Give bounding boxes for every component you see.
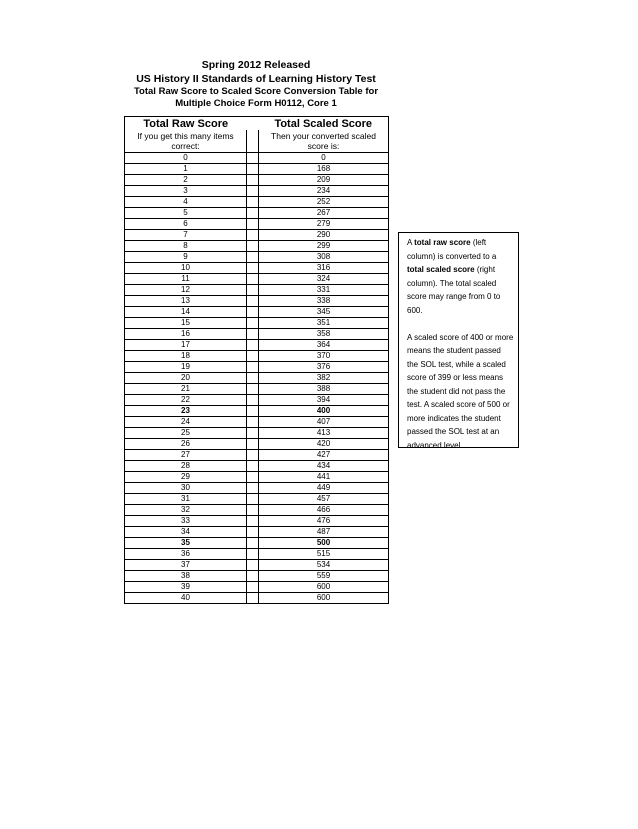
scaled-score-cell: 234 — [259, 186, 389, 197]
raw-score-cell: 3 — [125, 186, 247, 197]
raw-score-cell: 17 — [125, 340, 247, 351]
scaled-score-cell: 364 — [259, 340, 389, 351]
raw-score-cell: 23 — [125, 406, 247, 417]
table-row — [125, 439, 389, 450]
raw-score-cell: 28 — [125, 461, 247, 472]
table-row — [125, 362, 389, 373]
scaled-score-header: Total Scaled Score — [274, 117, 373, 130]
raw-score-cell: 38 — [125, 571, 247, 582]
scaled-score-cell: 358 — [259, 329, 389, 340]
raw-score-subheader: If you get this many items correct: — [137, 131, 234, 151]
scaled-score-cell: 559 — [259, 571, 389, 582]
scaled-score-cell: 331 — [259, 285, 389, 296]
raw-score-cell: 22 — [125, 395, 247, 406]
scaled-score-cell: 457 — [259, 494, 389, 505]
raw-score-cell: 1 — [125, 164, 247, 175]
header-table-title: Total Raw Score to Scaled Score Conversion Table for — [133, 86, 379, 97]
table-row — [125, 351, 389, 362]
table-row — [125, 516, 389, 527]
scaled-score-cell: 370 — [259, 351, 389, 362]
raw-score-cell: 11 — [125, 274, 247, 285]
table-row — [125, 197, 389, 208]
scaled-score-cell: 382 — [259, 373, 389, 384]
raw-score-cell: 33 — [125, 516, 247, 527]
table-row — [125, 472, 389, 483]
table-row — [125, 527, 389, 538]
scaled-score-cell: 420 — [259, 439, 389, 450]
raw-score-cell: 35 — [125, 538, 247, 549]
scaled-score-cell: 316 — [259, 263, 389, 274]
table-row — [125, 549, 389, 560]
conversion-table — [124, 116, 389, 604]
raw-score-cell: 14 — [125, 307, 247, 318]
scaled-score-cell: 252 — [259, 197, 389, 208]
table-row — [125, 483, 389, 494]
table-row — [125, 219, 389, 230]
document-header — [124, 58, 388, 110]
scaled-score-cell: 0 — [259, 153, 389, 164]
raw-score-cell: 0 — [125, 153, 247, 164]
scaled-score-cell: 351 — [259, 318, 389, 329]
raw-score-header: Total Raw Score — [143, 117, 229, 130]
scaled-score-cell: 209 — [259, 175, 389, 186]
table-row — [125, 186, 389, 197]
scaled-score-cell: 168 — [259, 164, 389, 175]
table-row — [125, 285, 389, 296]
table-row — [125, 329, 389, 340]
raw-score-cell: 6 — [125, 219, 247, 230]
table-row — [125, 428, 389, 439]
explanation-note — [398, 232, 519, 448]
raw-score-cell: 37 — [125, 560, 247, 571]
scaled-score-subheader: Then your converted scaled score is: — [271, 131, 376, 151]
raw-score-cell: 13 — [125, 296, 247, 307]
scaled-score-cell: 500 — [259, 538, 389, 549]
table-row — [125, 164, 389, 175]
scaled-score-cell: 449 — [259, 483, 389, 494]
raw-score-cell: 30 — [125, 483, 247, 494]
scaled-score-cell: 427 — [259, 450, 389, 461]
raw-score-cell: 20 — [125, 373, 247, 384]
header-test-name: US History II Standards of Learning History Test — [136, 73, 376, 85]
raw-score-cell: 2 — [125, 175, 247, 186]
table-row — [125, 241, 389, 252]
raw-score-cell: 24 — [125, 417, 247, 428]
table-row — [125, 230, 389, 241]
raw-score-cell: 18 — [125, 351, 247, 362]
scaled-score-cell: 600 — [259, 582, 389, 593]
raw-score-cell: 40 — [125, 593, 247, 604]
table-row — [125, 153, 389, 164]
scaled-score-cell: 345 — [259, 307, 389, 318]
scaled-score-cell: 308 — [259, 252, 389, 263]
raw-score-cell: 25 — [125, 428, 247, 439]
scaled-score-cell: 388 — [259, 384, 389, 395]
table-row — [125, 582, 389, 593]
raw-score-cell: 31 — [125, 494, 247, 505]
note-paragraph-1: A total raw score (left column) is converted to a total scaled score (right column). The total scaled score may range from 0 to 600. — [407, 238, 501, 315]
scaled-score-cell: 487 — [259, 527, 389, 538]
scaled-score-cell: 441 — [259, 472, 389, 483]
scaled-score-cell: 290 — [259, 230, 389, 241]
table-row — [125, 560, 389, 571]
scaled-score-cell: 434 — [259, 461, 389, 472]
table-row — [125, 307, 389, 318]
header-release: Spring 2012 Released — [201, 59, 311, 71]
table-row — [125, 406, 389, 417]
table-row — [125, 252, 389, 263]
scaled-score-cell: 338 — [259, 296, 389, 307]
raw-score-cell: 29 — [125, 472, 247, 483]
raw-score-cell: 7 — [125, 230, 247, 241]
raw-score-cell: 15 — [125, 318, 247, 329]
scaled-score-cell: 466 — [259, 505, 389, 516]
raw-score-cell: 4 — [125, 197, 247, 208]
table-row — [125, 340, 389, 351]
raw-score-cell: 10 — [125, 263, 247, 274]
conversion-rows — [125, 153, 389, 604]
scaled-score-cell: 476 — [259, 516, 389, 527]
table-row — [125, 318, 389, 329]
raw-score-cell: 26 — [125, 439, 247, 450]
table-row — [125, 538, 389, 549]
scaled-score-cell: 407 — [259, 417, 389, 428]
table-row — [125, 296, 389, 307]
note-paragraph-2: A scaled score of 400 or more means the student passed the SOL test, while a scaled score of 399 or less means the student did not pass the test. A scaled score of 500 or more indicates the student passed the SOL test at an advanced level. — [407, 332, 514, 450]
table-row — [125, 505, 389, 516]
raw-score-cell: 16 — [125, 329, 247, 340]
table-row — [125, 274, 389, 285]
table-row — [125, 384, 389, 395]
scaled-score-cell: 413 — [259, 428, 389, 439]
header-form-name: Multiple Choice Form H0112, Core 1 — [175, 98, 337, 109]
table-row — [125, 571, 389, 582]
raw-score-cell: 32 — [125, 505, 247, 516]
scaled-score-cell: 279 — [259, 219, 389, 230]
scaled-score-cell: 400 — [259, 406, 389, 417]
table-row — [125, 461, 389, 472]
scaled-score-cell: 324 — [259, 274, 389, 285]
table-row — [125, 373, 389, 384]
raw-score-cell: 39 — [125, 582, 247, 593]
scaled-score-cell: 534 — [259, 560, 389, 571]
scaled-score-cell: 376 — [259, 362, 389, 373]
table-row — [125, 450, 389, 461]
scaled-score-cell: 515 — [259, 549, 389, 560]
raw-score-cell: 9 — [125, 252, 247, 263]
raw-score-cell: 27 — [125, 450, 247, 461]
scaled-score-cell: 394 — [259, 395, 389, 406]
scaled-score-cell: 600 — [259, 593, 389, 604]
table-row — [125, 263, 389, 274]
raw-score-cell: 5 — [125, 208, 247, 219]
raw-score-cell: 12 — [125, 285, 247, 296]
table-row — [125, 208, 389, 219]
table-row — [125, 175, 389, 186]
raw-score-cell: 21 — [125, 384, 247, 395]
raw-score-cell: 36 — [125, 549, 247, 560]
raw-score-cell: 8 — [125, 241, 247, 252]
table-row — [125, 417, 389, 428]
raw-score-cell: 34 — [125, 527, 247, 538]
table-row — [125, 494, 389, 505]
raw-score-cell: 19 — [125, 362, 247, 373]
scaled-score-cell: 299 — [259, 241, 389, 252]
table-row — [125, 593, 389, 604]
scaled-score-cell: 267 — [259, 208, 389, 219]
table-row — [125, 395, 389, 406]
